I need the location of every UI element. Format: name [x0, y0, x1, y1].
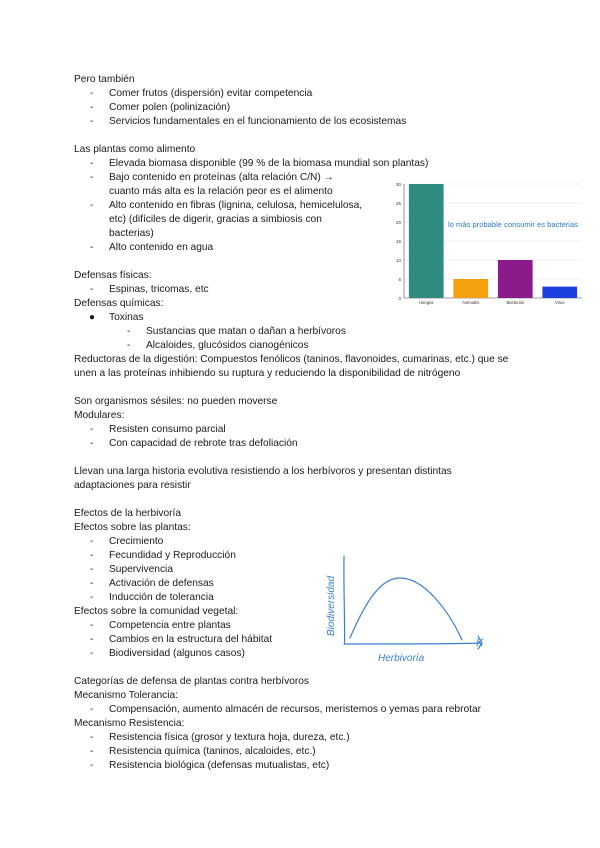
dash-marker: - [90, 438, 94, 449]
dash-marker: - [90, 284, 94, 295]
list-item: Espinas, tricomas, etc [109, 284, 209, 295]
x-axis-label: Herbivoría [378, 653, 425, 664]
heading-plantas-alimento: Las plantas como alimento [74, 144, 196, 155]
y-tick-label: 30 [395, 182, 401, 187]
list-item-continuation: etc) (difíciles de digerir, gracias a simbiosis con [109, 214, 322, 225]
dash-marker: - [90, 536, 94, 547]
x-tick-label: Virus [555, 300, 565, 305]
list-item: Biodiversidad (algunos casos) [109, 648, 245, 659]
list-item: Cambios en la estructura del hábitat [109, 634, 273, 645]
list-item-continuation: bacterias) [109, 228, 154, 239]
dash-marker: - [90, 200, 94, 211]
dash-marker: - [90, 578, 94, 589]
dash-marker: - [90, 592, 94, 603]
dash-marker: - [127, 340, 131, 351]
dash-marker: - [90, 88, 94, 99]
list-item: Resistencia biológica (defensas mutualistas, etc) [109, 760, 330, 771]
list-item-continuation: cuanto más alta es la relación peor es el alimento [109, 186, 333, 197]
x-axis-line [344, 643, 482, 644]
list-item: Resistencia física (grosor y textura hoja, dureza, etc.) [109, 732, 350, 743]
dash-marker: - [90, 550, 94, 561]
bullet-marker: ● [89, 312, 96, 323]
list-item: Elevada biomasa disponible (99 % de la biomasa mundial son plantas) [109, 158, 429, 169]
list-item: Comer frutos (dispersión) evitar competencia [109, 88, 313, 99]
list-subitem: Sustancias que matan o dañan a herbívoros [146, 326, 346, 337]
list-item: Alto contenido en fibras (lignina, celulosa, hemicelulosa, [109, 200, 363, 211]
biodiversity-curve [350, 578, 462, 640]
heading-mecanismo-resistencia: Mecanismo Resistencia: [74, 718, 185, 729]
chart-annotation: lo más probable consumir es bacterias [448, 220, 578, 229]
list-item: Resisten consumo parcial [109, 424, 226, 435]
bar [409, 184, 444, 298]
heading-modulares: Modulares: [74, 410, 125, 421]
dash-marker: - [90, 760, 94, 771]
list-item: Con capacidad de rebrote tras defoliación [109, 438, 298, 449]
y-tick-label: 0 [398, 296, 401, 301]
bar [542, 287, 577, 298]
list-item: Activación de defensas [109, 578, 214, 589]
dash-marker: - [90, 564, 94, 575]
list-item: Compensación, aumento almacén de recursos, meristemos o yemas para rebrotar [109, 704, 482, 715]
heading-efectos-comunidad: Efectos sobre la comunidad vegetal: [74, 606, 239, 617]
dash-marker: - [90, 746, 94, 757]
bar-chart-figure [380, 178, 588, 312]
dash-marker: - [90, 732, 94, 743]
heading-efectos-plantas: Efectos sobre las plantas: [74, 522, 191, 533]
list-item: Bajo contenido en proteínas (alta relación C/N) → [109, 172, 334, 183]
list-item: Comer polen (polinización) [109, 102, 231, 113]
y-axis-line [344, 556, 345, 644]
list-item: Resistencia química (taninos, alcaloides, etc.) [109, 746, 316, 757]
list-item: Fecundidad y Reproducción [109, 550, 236, 561]
heading-categorias-defensa: Categorías de defensa de plantas contra herbívoros [74, 676, 310, 687]
y-tick-label: 15 [395, 239, 401, 244]
list-item: Alto contenido en agua [109, 242, 214, 253]
paragraph-line: Son organismos sésiles: no pueden moverse [74, 396, 278, 407]
heading-pero-tambien: Pero también [74, 74, 135, 85]
list-item: Competencia entre plantas [109, 620, 231, 631]
paragraph-line: unen a las proteínas inhibiendo su ruptura y reduciendo la disponibilidad de nitrógeno [74, 368, 461, 379]
bar [498, 260, 533, 298]
list-item: Supervivencia [109, 564, 173, 575]
y-axis-label: Biodiversidad [326, 575, 337, 636]
dash-marker: - [90, 102, 94, 113]
y-tick-label: 5 [398, 277, 401, 282]
dash-marker: - [90, 116, 94, 127]
list-item: Servicios fundamentales en el funcionamiento de los ecosistemas [109, 116, 407, 127]
heading-defensas-fisicas: Defensas físicas: [74, 270, 152, 281]
dash-marker: - [90, 424, 94, 435]
x-tick-label: Bacterias [506, 300, 524, 305]
paragraph-line: Reductoras de la digestión: Compuestos fenólicos (taninos, flavonoides, cumarinas, etc.) que se [74, 354, 509, 365]
dash-marker: - [90, 634, 94, 645]
paragraph-line: Llevan una larga historia evolutiva resistiendo a los herbívoros y presentan distintas [74, 466, 452, 477]
dash-marker: - [90, 620, 94, 631]
list-item: Inducción de tolerancia [109, 592, 214, 603]
heading-efectos-herbivoria: Efectos de la herbivoría [74, 508, 182, 519]
k-label: K [476, 637, 484, 649]
dash-marker: - [90, 158, 94, 169]
x-tick-label: Hongos [419, 300, 434, 305]
y-tick-label: 20 [395, 220, 401, 225]
bar [453, 279, 488, 298]
y-tick-label: 10 [395, 258, 401, 263]
paragraph-line: adaptaciones para resistir [74, 480, 191, 491]
list-item: Toxinas [109, 312, 144, 323]
dash-marker: - [90, 704, 94, 715]
dash-marker: - [90, 242, 94, 253]
list-item: Crecimiento [109, 536, 164, 547]
x-tick-label: Animales [462, 300, 480, 305]
list-subitem: Alcaloides, glucósidos cianogénicos [146, 340, 309, 351]
heading-mecanismo-tolerancia: Mecanismo Tolerancia: [74, 690, 178, 701]
biodiversity-sketch [310, 548, 500, 670]
dash-marker: - [90, 648, 94, 659]
heading-defensas-quimicas: Defensas químicas: [74, 298, 164, 309]
dash-marker: - [127, 326, 131, 337]
y-tick-label: 25 [395, 201, 401, 206]
dash-marker: - [90, 172, 94, 183]
